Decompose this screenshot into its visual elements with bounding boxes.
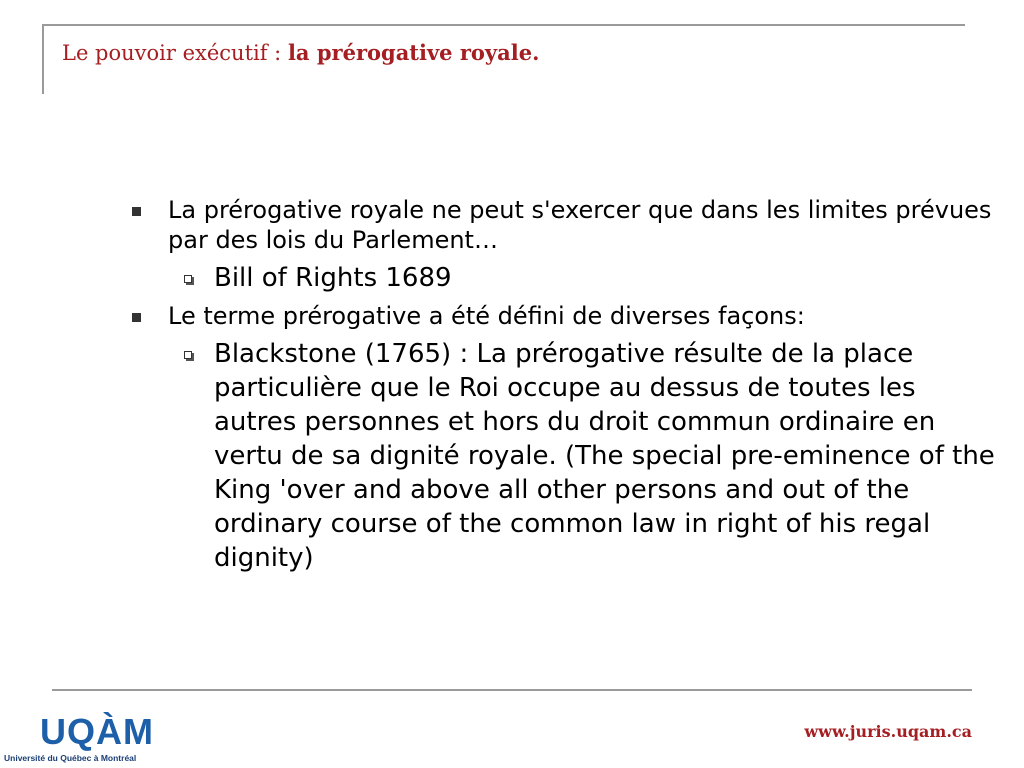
bullet-list <box>130 195 1000 581</box>
bullet-item <box>130 301 1000 331</box>
uqam-logo <box>4 712 154 764</box>
uqam-logo-text: UQÀM <box>40 711 154 752</box>
bullet-text: La prérogative royale ne peut s'exercer que dans les limites prévues par des lois du Parlement… <box>168 196 992 254</box>
title-frame-top-line <box>42 24 965 26</box>
slide-title-emphasis: la prérogative royale. <box>287 40 540 65</box>
uqam-logo-subtext: Université du Québec à Montréal <box>4 753 137 763</box>
title-frame-left-line <box>42 24 44 94</box>
bullet-text: Le terme prérogative a été défini de diverses façons: <box>168 302 805 330</box>
sub-bullet-item <box>168 261 1000 295</box>
square-bullet-icon <box>132 313 141 322</box>
sub-bullet-text: Blackstone (1765) : La prérogative résulte de la place particulière que le Roi occupe au dessus de toutes les autres personnes et hors du droit commun ordinaire en vertu de sa dignité royale. (The special pre-eminence of the King 'over and above all other persons and out of the ordinary course of the common law in right of his regal dignity) <box>214 339 995 573</box>
hollow-square-bullet-icon <box>184 275 192 283</box>
footer-url-link[interactable]: www.juris.uqam.ca <box>804 722 972 741</box>
square-bullet-icon <box>132 207 141 216</box>
footer-divider <box>52 689 972 691</box>
sub-bullet-text: Bill of Rights 1689 <box>214 263 452 293</box>
slide-title-prefix: Le pouvoir exécutif : <box>62 41 288 65</box>
bullet-item <box>130 195 1000 255</box>
sub-bullet-item <box>168 337 1000 575</box>
hollow-square-bullet-icon <box>184 351 192 359</box>
slide-title <box>62 40 539 65</box>
